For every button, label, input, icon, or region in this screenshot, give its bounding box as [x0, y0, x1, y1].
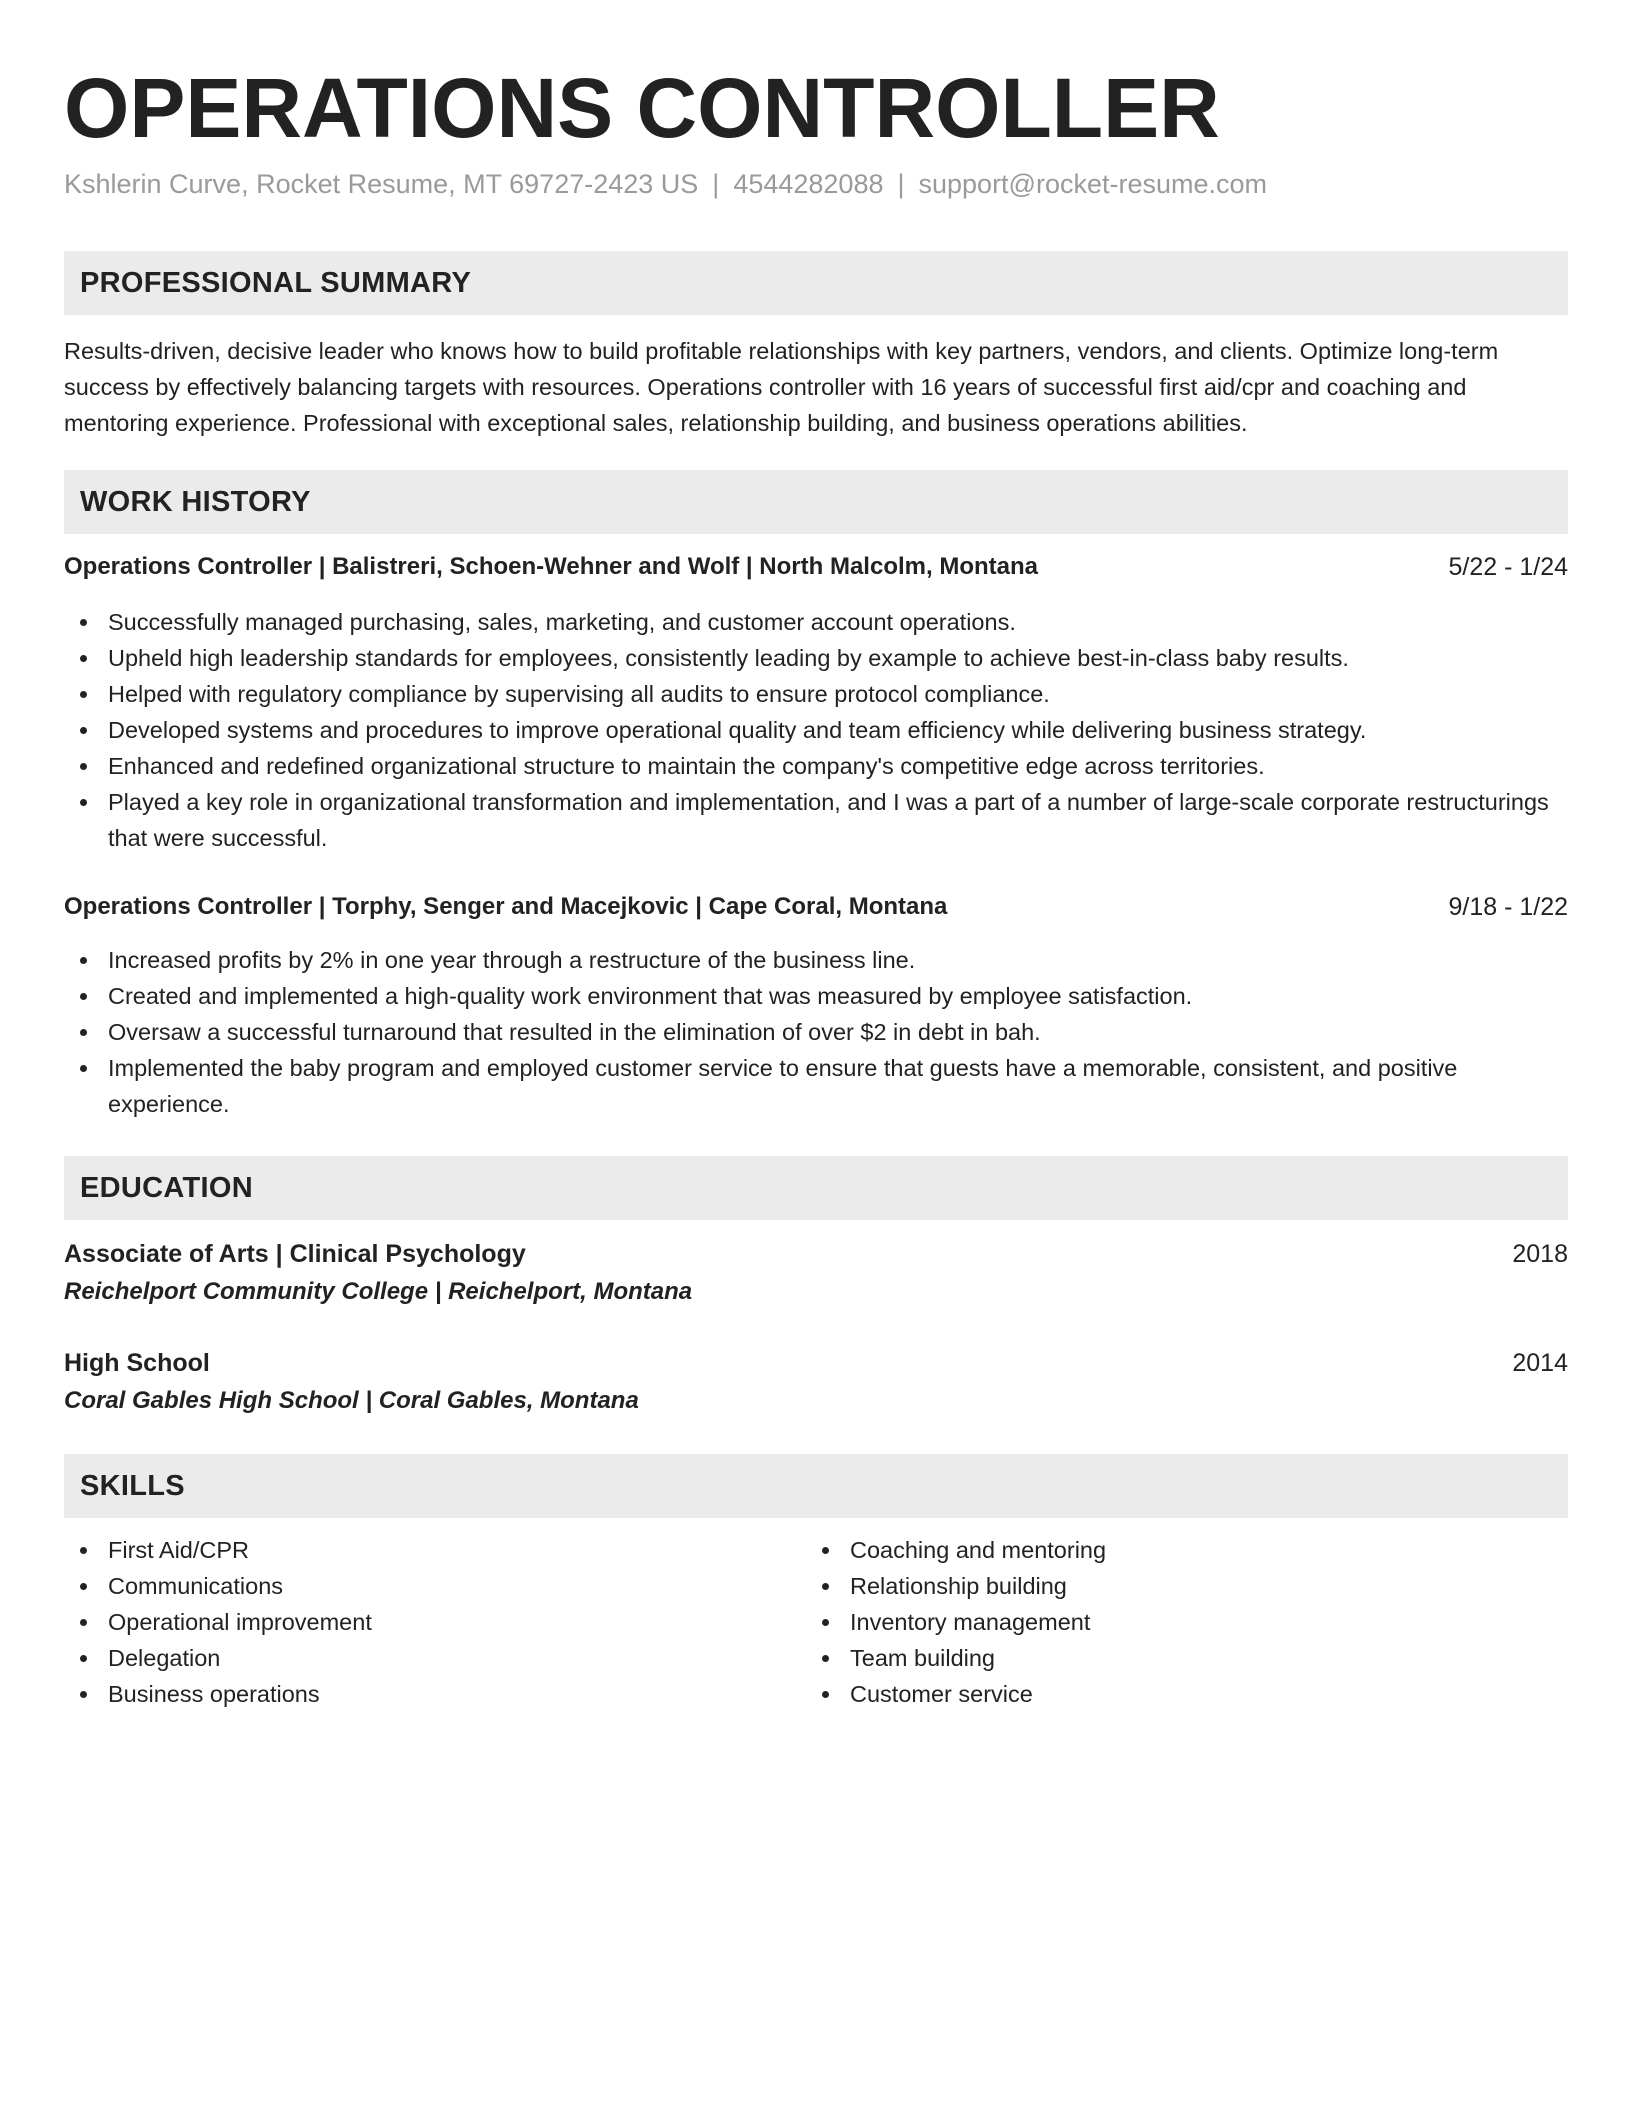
contact-address: Kshlerin Curve, Rocket Resume, MT 69727-2423 US	[64, 169, 699, 199]
skill-item: Communications	[64, 1568, 764, 1604]
contact-separator: |	[897, 169, 905, 199]
skill-item: First Aid/CPR	[64, 1532, 764, 1568]
job-title: Operations Controller | Torphy, Senger and Macejkovic | Cape Coral, Montana	[64, 893, 948, 920]
education-entry-header	[64, 1236, 1568, 1272]
skill-item: Delegation	[64, 1640, 764, 1676]
job-bullet-list	[64, 942, 1568, 1122]
education-year: 2014	[1512, 1349, 1568, 1377]
skill-item: Business operations	[64, 1676, 764, 1712]
skills-list-left	[64, 1532, 764, 1712]
job-bullet: Successfully managed purchasing, sales, marketing, and customer account operations.	[64, 604, 1568, 640]
education-year: 2018	[1512, 1240, 1568, 1268]
education-school: Coral Gables High School | Coral Gables, Montana	[64, 1387, 639, 1414]
skill-item: Team building	[806, 1640, 1506, 1676]
skill-item: Inventory management	[806, 1604, 1506, 1640]
skills-heading: SKILLS	[80, 1470, 185, 1502]
job-title: Operations Controller | Balistreri, Schoen-Wehner and Wolf | North Malcolm, Montana	[64, 553, 1038, 580]
contact-separator: |	[712, 169, 720, 199]
contact-line	[64, 166, 1267, 202]
education-degree: Associate of Arts | Clinical Psychology	[64, 1240, 526, 1268]
education-degree: High School	[64, 1349, 210, 1377]
resume-name: OPERATIONS CONTROLLER	[64, 61, 1220, 155]
education-school: Reichelport Community College | Reichelport, Montana	[64, 1278, 693, 1305]
contact-phone: 4544282088	[733, 169, 884, 199]
skills-list-right	[806, 1532, 1506, 1712]
summary-heading: PROFESSIONAL SUMMARY	[80, 267, 472, 299]
job-bullet: Developed systems and procedures to improve operational quality and team efficiency while delivering business strategy.	[64, 712, 1568, 748]
job-bullet: Increased profits by 2% in one year through a restructure of the business line.	[64, 942, 1568, 978]
skill-item: Operational improvement	[64, 1604, 764, 1640]
job-header	[64, 549, 1568, 585]
education-entry-header	[64, 1345, 1568, 1381]
work-section-header	[64, 470, 1568, 534]
job-bullet: Oversaw a successful turnaround that resulted in the elimination of over $2 in debt in bah.	[64, 1014, 1568, 1050]
skill-item: Customer service	[806, 1676, 1506, 1712]
job-bullet: Enhanced and redefined organizational structure to maintain the company's competitive edge across territories.	[64, 748, 1568, 784]
job-bullet: Upheld high leadership standards for employees, consistently leading by example to achieve best-in-class baby results.	[64, 640, 1568, 676]
job-bullet: Helped with regulatory compliance by supervising all audits to ensure protocol compliance.	[64, 676, 1568, 712]
summary-section-header	[64, 251, 1568, 315]
skill-item: Coaching and mentoring	[806, 1532, 1506, 1568]
job-dates: 5/22 - 1/24	[1448, 553, 1568, 581]
skill-item: Relationship building	[806, 1568, 1506, 1604]
contact-email[interactable]: support@rocket-resume.com	[918, 169, 1268, 199]
job-bullet: Created and implemented a high-quality work environment that was measured by employee satisfaction.	[64, 978, 1568, 1014]
job-bullet-list	[64, 604, 1568, 856]
job-dates: 9/18 - 1/22	[1448, 893, 1568, 921]
education-section-header	[64, 1156, 1568, 1220]
job-bullet: Implemented the baby program and employed customer service to ensure that guests have a memorable, consistent, and positive experience.	[64, 1050, 1568, 1122]
job-header	[64, 889, 1568, 925]
education-heading: EDUCATION	[80, 1172, 253, 1204]
skills-section-header	[64, 1454, 1568, 1518]
summary-text: Results-driven, decisive leader who knows how to build profitable relationships with key partners, vendors, and clients. Optimize long-term success by effectively balancing targets with resources. Operations controller with 16 years of successful first aid/cpr and coaching and mentoring experience. Professional with exceptional sales, relationship building, and business operations abilities.	[64, 338, 1499, 436]
job-bullet: Played a key role in organizational transformation and implementation, and I was a part of a number of large-scale corporate restructurings that were successful.	[64, 784, 1568, 856]
work-heading: WORK HISTORY	[80, 486, 311, 518]
